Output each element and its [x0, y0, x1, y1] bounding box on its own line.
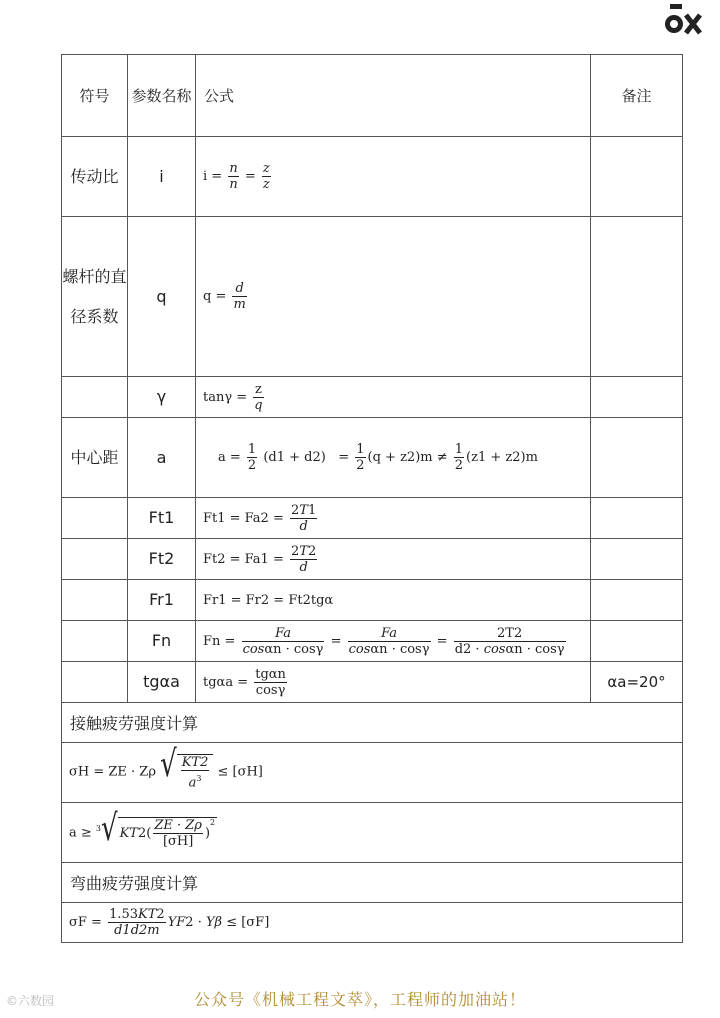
formula-cell: Fn = $\frac{Fa}{\cos\alpha n \cdot \cos\gamma}$ = $\frac{Fa}{\cos\alpha n \cdot \cos\gamma}$ = $\frac{2T2}{d2 \cdot \cos\alpha n \cdot \cos\gamma}$ [196, 621, 591, 662]
note-cell [591, 418, 683, 498]
table-row [62, 217, 683, 377]
table-row [62, 137, 683, 217]
formula-cell: q = $\frac{d}{m}$ [196, 217, 591, 377]
header-formula: 公式 [196, 55, 591, 137]
param-name [62, 580, 128, 621]
note-cell [591, 137, 683, 217]
formula-cell: Ft1 = Fa2 = $\frac{2T1}{d}$ [196, 498, 591, 539]
table-row [62, 621, 683, 662]
section-title-bending: 弯曲疲劳强度计算 [62, 863, 683, 903]
formula-cell: a ≥ $^3$ √ KT 2( $\frac{ZE \cdot Z\rho}{[\sigma H]}$ ) $^2$ [62, 803, 683, 863]
formula-cell: Ft2 = Fa1 = $\frac{2T2}{d}$ [196, 539, 591, 580]
param-symbol: a [128, 418, 196, 498]
formula-row [62, 903, 683, 943]
param-name [62, 377, 128, 418]
section-row [62, 863, 683, 903]
brand-logo [662, 4, 702, 38]
header-row [62, 55, 683, 137]
footer-text: 公众号《机械工程文萃》，工程师的加油站！ [193, 990, 526, 1009]
formula-cell: i = $\frac{n}{n}$ = $\frac{z}{z}$ [196, 137, 591, 217]
table-row [62, 418, 683, 498]
param-symbol: Ft2 [128, 539, 196, 580]
header-note: 备注 [591, 55, 683, 137]
param-symbol: Fr1 [128, 580, 196, 621]
watermark: ©六数园 [6, 994, 55, 1008]
table-row [62, 498, 683, 539]
param-name: 螺杆的直径系数 [62, 217, 128, 377]
header-symbol: 符号 [62, 55, 128, 137]
note-cell: αa=20° [591, 662, 683, 703]
formula-cell: σH = ZE · Zρ √ $\frac{KT2}{a^3}$ ≤ [σH] [62, 743, 683, 803]
table-row [62, 377, 683, 418]
formula-row [62, 803, 683, 863]
note-cell [591, 377, 683, 418]
table-row [62, 662, 683, 703]
param-name: 传动比 [62, 137, 128, 217]
header-name: 参数名称 [128, 55, 196, 137]
param-name [62, 498, 128, 539]
param-name: 中心距 [62, 418, 128, 498]
note-cell [591, 580, 683, 621]
formula-cell: σF = $\frac{1.53KT2}{d1d2m}$ YF2 · Yβ ≤ [σF] [62, 903, 683, 943]
param-name [62, 539, 128, 580]
param-symbol: Fn [128, 621, 196, 662]
table-row [62, 539, 683, 580]
formula-cell: a = $\frac{1}{2}$ (d1 + d2) = $\frac{1}{2}$ (q + z2)m ≠ $\frac{1}{2}$ (z1 + z2)m [196, 418, 591, 498]
formula-row [62, 743, 683, 803]
formula-cell: Fr1 = Fr2 = Ft2tgα [196, 580, 591, 621]
section-row [62, 703, 683, 743]
param-symbol: i [128, 137, 196, 217]
param-symbol: γ [128, 377, 196, 418]
formula-cell: tanγ = $\frac{z}{q}$ [196, 377, 591, 418]
param-name [62, 621, 128, 662]
param-symbol: Ft1 [128, 498, 196, 539]
formula-table [61, 54, 683, 943]
param-symbol: tgαa [128, 662, 196, 703]
section-title-contact: 接触疲劳强度计算 [62, 703, 683, 743]
param-name [62, 662, 128, 703]
note-cell [591, 217, 683, 377]
note-cell [591, 539, 683, 580]
note-cell [591, 498, 683, 539]
note-cell [591, 621, 683, 662]
param-symbol: q [128, 217, 196, 377]
table-row [62, 580, 683, 621]
formula-cell: tgαa = $\frac{\text{tgαn}}{\cos\gamma}$ [196, 662, 591, 703]
